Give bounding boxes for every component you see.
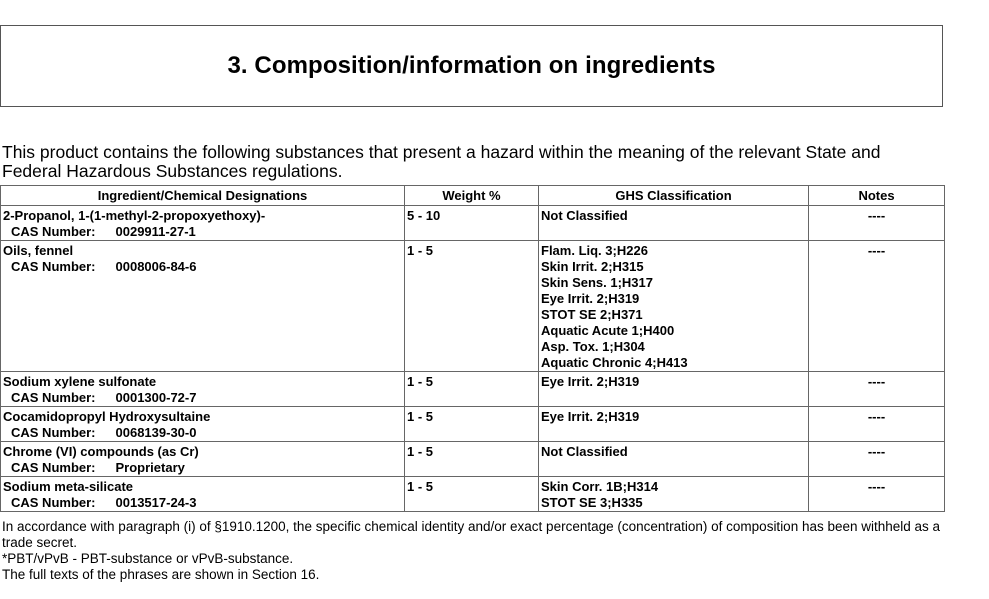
cas-number bbox=[3, 425, 402, 441]
ghs-classification-cell bbox=[539, 407, 809, 442]
ingredient-name: Sodium xylene sulfonate bbox=[3, 374, 157, 389]
ghs-classification-cell bbox=[539, 241, 809, 372]
cas-label: CAS Number: bbox=[11, 460, 96, 475]
notes-cell: ---- bbox=[809, 206, 945, 241]
table-row bbox=[1, 477, 945, 512]
ghs-classification-item: Not Classified bbox=[541, 444, 628, 459]
ghs-classification-item: Eye Irrit. 2;H319 bbox=[541, 409, 640, 424]
table-row bbox=[1, 241, 945, 372]
column-header-weight: Weight % bbox=[405, 186, 539, 206]
footer-notes bbox=[2, 519, 942, 583]
ghs-classification-item: Flam. Liq. 3;H226 bbox=[541, 243, 648, 258]
ghs-classification-item: Aquatic Acute 1;H400 bbox=[541, 323, 675, 338]
cas-number bbox=[3, 460, 402, 476]
notes-cell: ---- bbox=[809, 241, 945, 372]
weight-cell: 1 - 5 bbox=[405, 372, 539, 407]
ingredient-cell bbox=[1, 442, 405, 477]
ingredient-name: Sodium meta-silicate bbox=[3, 479, 134, 494]
ghs-classification-item: Skin Sens. 1;H317 bbox=[541, 275, 653, 290]
ingredient-name: Chrome (VI) compounds (as Cr) bbox=[3, 444, 199, 459]
weight-cell: 5 - 10 bbox=[405, 206, 539, 241]
ghs-classification-item: Skin Corr. 1B;H314 bbox=[541, 479, 659, 494]
cas-label: CAS Number: bbox=[11, 425, 96, 440]
cas-label: CAS Number: bbox=[11, 224, 96, 239]
ghs-classification-item: Aquatic Chronic 4;H413 bbox=[541, 355, 688, 370]
table-header-row bbox=[1, 186, 945, 206]
table-row bbox=[1, 372, 945, 407]
ingredient-cell bbox=[1, 407, 405, 442]
ghs-classification-item: Skin Irrit. 2;H315 bbox=[541, 259, 644, 274]
ingredient-name: Cocamidopropyl Hydroxysultaine bbox=[3, 409, 211, 424]
cas-value: 0029911-27-1 bbox=[115, 224, 196, 239]
full-texts-note: The full texts of the phrases are shown in Section 16. bbox=[2, 567, 320, 582]
table-row bbox=[1, 407, 945, 442]
table-row bbox=[1, 442, 945, 477]
ingredient-cell bbox=[1, 372, 405, 407]
intro-text: This product contains the following substances that present a hazard within the meaning of the relevant State and Federal Hazardous Substances regulations. bbox=[2, 142, 881, 181]
cas-value: 0068139-30-0 bbox=[115, 425, 197, 440]
cas-number bbox=[3, 224, 402, 240]
ghs-classification-item: STOT SE 2;H371 bbox=[541, 307, 643, 322]
ghs-classification-item: Eye Irrit. 2;H319 bbox=[541, 374, 640, 389]
cas-value: 0008006-84-6 bbox=[115, 259, 197, 274]
notes-cell: ---- bbox=[809, 442, 945, 477]
ingredient-name: Oils, fennel bbox=[3, 243, 74, 258]
weight-cell: 1 - 5 bbox=[405, 407, 539, 442]
pbt-note: *PBT/vPvB - PBT-substance or vPvB-substance. bbox=[2, 551, 294, 566]
cas-number bbox=[3, 259, 402, 275]
column-header-ghs: GHS Classification bbox=[539, 186, 809, 206]
cas-number bbox=[3, 390, 402, 406]
cas-label: CAS Number: bbox=[11, 495, 96, 510]
ingredient-name: 2-Propanol, 1-(1-methyl-2-propoxyethoxy)- bbox=[3, 208, 266, 223]
notes-cell: ---- bbox=[809, 407, 945, 442]
trade-secret-note: In accordance with paragraph (i) of §1910.1200, the specific chemical identity and/or exact percentage (concentration) of composition has been withheld as a trade secret. bbox=[2, 519, 941, 550]
table-row bbox=[1, 206, 945, 241]
notes-cell: ---- bbox=[809, 477, 945, 512]
cas-label: CAS Number: bbox=[11, 390, 96, 405]
cas-value: 0013517-24-3 bbox=[115, 495, 197, 510]
column-header-notes: Notes bbox=[809, 186, 945, 206]
ingredient-cell bbox=[1, 477, 405, 512]
notes-cell: ---- bbox=[809, 372, 945, 407]
weight-cell: 1 - 5 bbox=[405, 477, 539, 512]
section-header bbox=[0, 25, 943, 107]
weight-cell: 1 - 5 bbox=[405, 442, 539, 477]
ghs-classification-cell bbox=[539, 442, 809, 477]
section-title: 3. Composition/information on ingredients bbox=[227, 52, 716, 79]
ghs-classification-item: Not Classified bbox=[541, 208, 628, 223]
ghs-classification-item: Asp. Tox. 1;H304 bbox=[541, 339, 645, 354]
ghs-classification-item: Eye Irrit. 2;H319 bbox=[541, 291, 640, 306]
cas-label: CAS Number: bbox=[11, 259, 96, 274]
cas-number bbox=[3, 495, 402, 511]
ghs-classification-cell bbox=[539, 477, 809, 512]
cas-value: 0001300-72-7 bbox=[115, 390, 197, 405]
weight-cell: 1 - 5 bbox=[405, 241, 539, 372]
ghs-classification-cell bbox=[539, 372, 809, 407]
cas-value: Proprietary bbox=[115, 460, 185, 475]
ingredient-cell bbox=[1, 241, 405, 372]
ghs-classification-item: STOT SE 3;H335 bbox=[541, 495, 643, 510]
ingredients-table bbox=[0, 185, 945, 512]
ghs-classification-cell bbox=[539, 206, 809, 241]
column-header-ingredient: Ingredient/Chemical Designations bbox=[1, 186, 405, 206]
ingredient-rows bbox=[1, 206, 945, 512]
ingredient-cell bbox=[1, 206, 405, 241]
